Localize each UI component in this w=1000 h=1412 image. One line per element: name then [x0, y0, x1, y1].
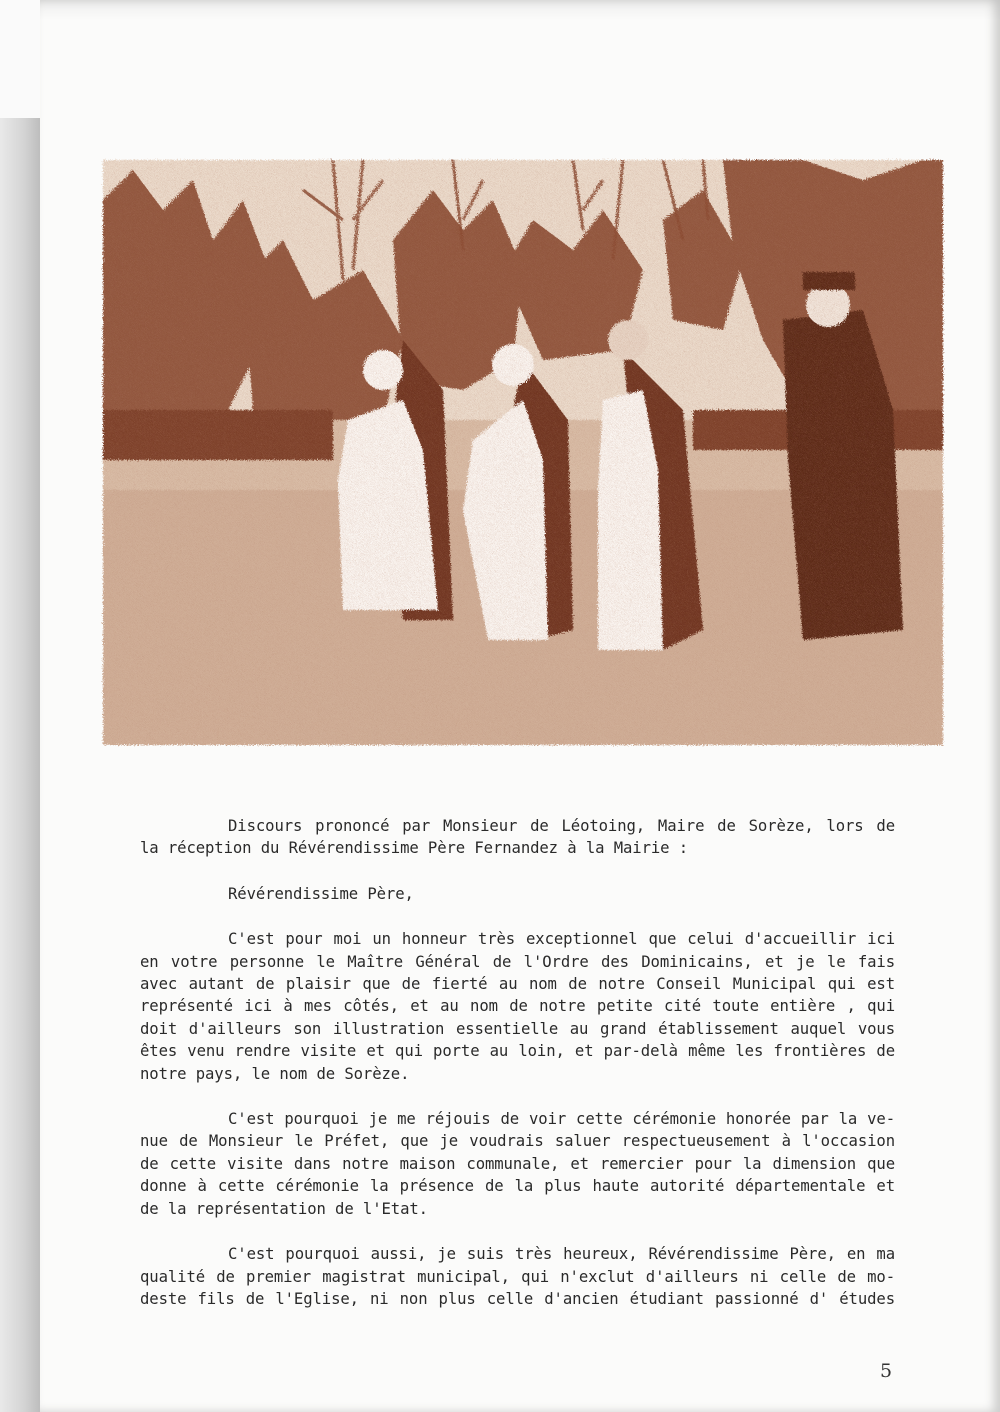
text-line: Discours prononcé par Monsieur de Léotoing, Maire de Sorèze, lors de [228, 817, 895, 835]
text-line: en votre personne le Maître Général de l'Ordre des Dominicains, et je le fais [140, 952, 895, 971]
text-line: nue de Monsieur le Préfet, que je voudrais saluer respectueusement à l'occasion [140, 1132, 895, 1151]
page-number: 5 [880, 1360, 893, 1382]
page-top-shadow [40, 0, 1000, 20]
text-line: donne à cette cérémonie la présence de la plus haute autorité départementale et [140, 1177, 895, 1196]
text-line: représenté ici à mes côtés, et au nom de notre petite cité toute entière , qui [140, 997, 895, 1016]
text-line: de cette visite dans notre maison communale, et remercier pour la dimension que [140, 1154, 895, 1173]
text-line: notre pays, le nom de Sorèze. [140, 1064, 410, 1083]
salutation [140, 883, 895, 905]
text-line: êtes venu rendre visite et qui porte au loin, et par-delà même les frontières de [140, 1042, 895, 1061]
text-line: avec autant de plaisir que de fierté au nom de notre Conseil Municipal qui est [140, 975, 895, 994]
text-line: qualité de premier magistrat municipal, qui n'exclut d'ailleurs ni celle de mo- [140, 1267, 895, 1286]
paragraph-1 [140, 928, 895, 1085]
paragraph-3 [140, 1243, 895, 1310]
text-line: C'est pourquoi aussi, je suis très heureux, Révérendissime Père, en ma [228, 1245, 895, 1264]
text-line: C'est pourquoi je me réjouis de voir cette cérémonie honorée par la ve- [228, 1110, 895, 1129]
text-line: doit d'ailleurs son illustration essentielle au grand établissement auquel vous [140, 1019, 895, 1038]
text-line: de la représentation de l'Etat. [140, 1199, 428, 1218]
paragraph-2 [140, 1108, 895, 1220]
text-line: deste fils de l'Eglise, ni non plus celle d'ancien étudiant passionné d' études [140, 1289, 895, 1308]
text-line: la réception du Révérendissime Père Fernandez à la Mairie : [140, 839, 689, 858]
photograph [103, 160, 943, 745]
speech-text [140, 815, 895, 1310]
photograph-icon [103, 160, 943, 745]
text-line: C'est pour moi un honneur très exceptionnel que celui d'accueillir ici [228, 930, 895, 949]
intro-paragraph [140, 815, 895, 860]
text-line: Révérendissime Père, [228, 884, 414, 903]
previous-page-edge [0, 118, 40, 1412]
